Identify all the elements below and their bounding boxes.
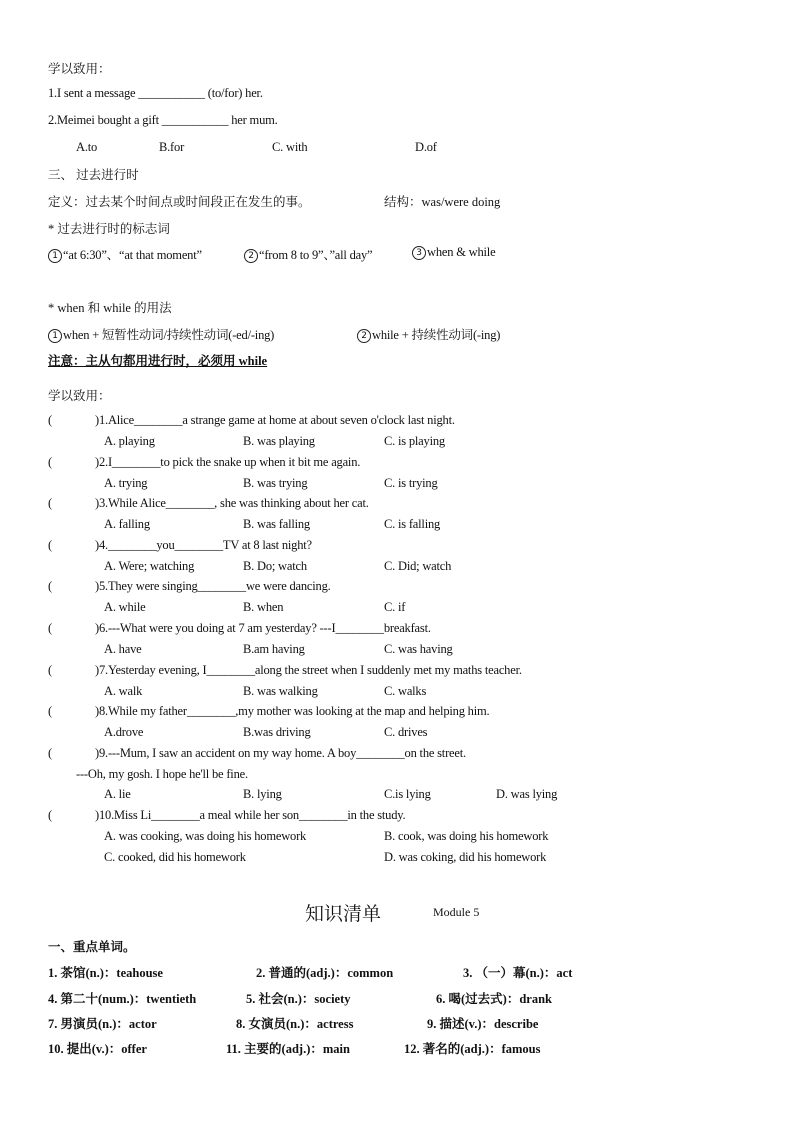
module-label: Module 5 — [433, 905, 480, 919]
vocab-item: 12. 著名的(adj.)：famous — [404, 1042, 541, 1056]
option-a[interactable]: A. trying — [104, 476, 148, 490]
markers-heading: * 过去进行时的标志词 — [48, 222, 170, 236]
question-9: )9.---Mum, I saw an accident on my way home. A boy________on the street. — [95, 746, 466, 760]
vocab-item: 10. 提出(v.)：offer — [48, 1042, 147, 1056]
option-b[interactable]: B. was trying — [243, 476, 308, 490]
question-3: )3.While Alice________, she was thinking about her cat. — [95, 496, 369, 510]
option-b[interactable]: B. was playing — [243, 434, 315, 448]
option-b[interactable]: B. cook, was doing his homework — [384, 829, 549, 843]
vocab-item: 11. 主要的(adj.)：main — [226, 1042, 350, 1056]
question-2: )2.I________to pick the snake up when it bit me again. — [95, 455, 361, 469]
option-d[interactable]: D. was lying — [496, 787, 558, 801]
option-b[interactable]: B.was driving — [243, 725, 311, 739]
option-a[interactable]: A. walk — [104, 684, 143, 698]
marker-2: 2 “from 8 to 9”、”all day” — [244, 245, 372, 263]
option-c[interactable]: C. was having — [384, 642, 453, 656]
practice1-question-1: 1.I sent a message ___________ (to/for) her. — [48, 86, 263, 100]
vocab-item: 2. 普通的(adj.)：common — [256, 966, 394, 980]
option-a[interactable]: A. was cooking, was doing his homework — [104, 829, 307, 843]
vocab-item: 9. 描述(v.)：describe — [427, 1017, 539, 1031]
option-c[interactable]: C. if — [384, 600, 406, 614]
question-5: )5.They were singing________we were dancing. — [95, 579, 331, 593]
usage-heading: * when 和 while 的用法 — [48, 301, 172, 315]
practice2-heading: 学以致用： — [48, 389, 111, 403]
answer-bracket[interactable]: ( — [48, 579, 53, 593]
option-d[interactable]: D. was coking, did his homework — [384, 850, 547, 864]
option-c[interactable]: C. drives — [384, 725, 428, 739]
option-a[interactable]: A. while — [104, 600, 146, 614]
circled-number: 3 — [412, 246, 426, 260]
vocab-item: 7. 男演员(n.)：actor — [48, 1017, 157, 1031]
option-a[interactable]: A.drove — [104, 725, 144, 739]
practice1-option-b: B.for — [159, 140, 185, 154]
question-continuation: ---Oh, my gosh. I hope he'll be fine. — [76, 767, 248, 781]
option-a[interactable]: A. lie — [104, 787, 131, 801]
vocab-heading: 一、重点单词。 — [48, 940, 136, 954]
option-b[interactable]: B.am having — [243, 642, 305, 656]
answer-bracket[interactable]: ( — [48, 704, 53, 718]
marker-1: 1 “at 6:30”、“at that moment” — [48, 245, 202, 263]
option-c[interactable]: C. cooked, did his homework — [104, 850, 246, 864]
option-b[interactable]: B. when — [243, 600, 284, 614]
option-b[interactable]: B. was walking — [243, 684, 318, 698]
usage-when: 1 when + 短暂性动词/持续性动词(-ed/-ing) — [48, 325, 274, 343]
answer-bracket[interactable]: ( — [48, 746, 53, 760]
option-c[interactable]: C. is trying — [384, 476, 438, 490]
option-a[interactable]: A. playing — [104, 434, 155, 448]
answer-bracket[interactable]: ( — [48, 621, 53, 635]
circled-number: 1 — [48, 249, 62, 263]
question-6: )6.---What were you doing at 7 am yesterday? ---I________breakfast. — [95, 621, 431, 635]
answer-bracket[interactable]: ( — [48, 496, 53, 510]
vocab-item: 4. 第二十(num.)：twentieth — [48, 992, 197, 1006]
section3-definition: 定义：过去某个时间点或时间段正在发生的事。 — [48, 195, 311, 209]
option-a[interactable]: A. Were; watching — [104, 559, 195, 573]
practice1-option-d: D.of — [415, 140, 437, 154]
vocab-item: 8. 女演员(n.)：actress — [236, 1017, 354, 1031]
usage-while: 2 while + 持续性动词(-ing) — [357, 325, 500, 343]
option-b[interactable]: B. was falling — [243, 517, 310, 531]
vocab-item: 3. （一）幕(n.)：act — [463, 966, 573, 980]
answer-bracket[interactable]: ( — [48, 413, 53, 427]
practice1-question-2: 2.Meimei bought a gift ___________ her mum. — [48, 113, 278, 127]
option-c[interactable]: C. is playing — [384, 434, 445, 448]
answer-bracket[interactable]: ( — [48, 455, 53, 469]
knowledge-title: 知识清单 — [305, 903, 382, 925]
note: 注意：主从句都用进行时，必须用 while — [48, 354, 268, 368]
option-a[interactable]: A. have — [104, 642, 142, 656]
option-c[interactable]: C. is falling — [384, 517, 441, 531]
vocab-item: 5. 社会(n.)：society — [246, 992, 351, 1006]
option-a[interactable]: A. falling — [104, 517, 150, 531]
practice1-option-c: C. with — [272, 140, 308, 154]
circled-number: 2 — [244, 249, 258, 263]
option-b[interactable]: B. Do; watch — [243, 559, 307, 573]
answer-bracket[interactable]: ( — [48, 808, 53, 822]
answer-bracket[interactable]: ( — [48, 538, 53, 552]
answer-bracket[interactable]: ( — [48, 663, 53, 677]
practice1-option-a: A.to — [76, 140, 98, 154]
option-b[interactable]: B. lying — [243, 787, 282, 801]
circled-number: 1 — [48, 329, 62, 343]
question-7: )7.Yesterday evening, I________along the street when I suddenly met my maths teacher. — [95, 663, 522, 677]
section3-heading: 三、 过去进行时 — [48, 168, 139, 182]
option-c[interactable]: C. Did; watch — [384, 559, 452, 573]
question-1: )1.Alice________a strange game at home at about seven o'clock last night. — [95, 413, 455, 427]
vocab-item: 6. 喝(过去式)：drank — [436, 992, 552, 1006]
marker-3: 3 when & while — [412, 245, 495, 260]
option-c[interactable]: C. walks — [384, 684, 427, 698]
question-10: )10.Miss Li________a meal while her son________in the study. — [95, 808, 406, 822]
question-4: )4.________you________TV at 8 last night? — [95, 538, 312, 552]
section3-structure: 结构：was/were doing — [384, 195, 501, 209]
option-c[interactable]: C.is lying — [384, 787, 431, 801]
question-8: )8.While my father________,my mother was looking at the map and helping him. — [95, 704, 490, 718]
vocab-item: 1. 茶馆(n.)：teahouse — [48, 966, 163, 980]
practice1-heading: 学以致用： — [48, 62, 111, 76]
circled-number: 2 — [357, 329, 371, 343]
